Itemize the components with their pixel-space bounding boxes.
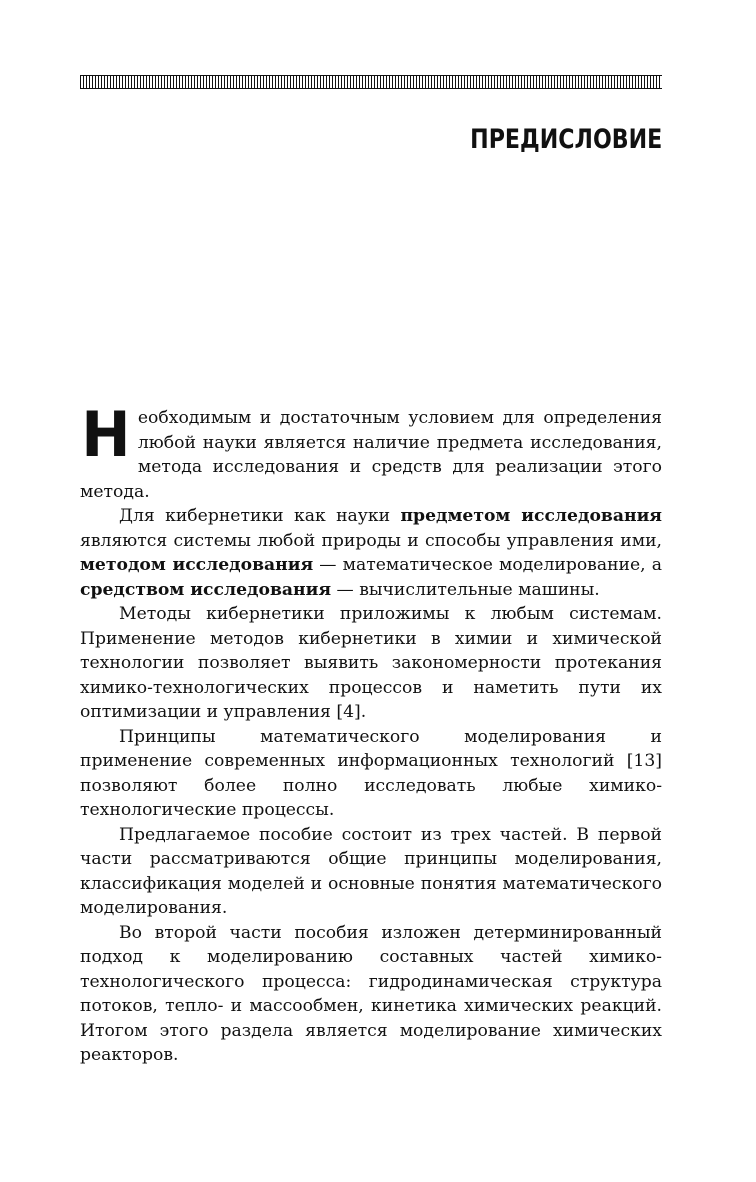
paragraph-6: Во второй части пособия изложен детерминированный подход к моделированию составных частей химико-технологического процесса: гидродинамическая структура потоков, тепло- и массообмен, кинетика химических реакций. Итогом этого раздела является моделирование химических реакторов. <box>80 922 662 1065</box>
drop-cap: Н <box>81 398 131 471</box>
paragraph-5: Предлагаемое пособие состоит из трех частей. В первой части рассматриваются общие принципы моделирования, классификация моделей и основные понятия математического моделирования. <box>80 824 662 918</box>
paragraph-1 <box>80 398 662 504</box>
preface-body <box>80 398 663 1068</box>
paragraph-2-text: — вычислительные машины. <box>331 579 600 600</box>
page-title: ПРЕДИСЛОВИЕ <box>469 124 662 155</box>
paragraph-3: Методы кибернетики приложимы к любым системам. Применение методов кибернетики в химии и химической технологии позволяет выявить закономерности протекания химико-технологических процессов и наметить пути их оптимизации и управления [4]. <box>80 604 662 722</box>
paragraph-2-text: являются системы любой природы и способы управления ими, <box>80 530 662 551</box>
paragraph-4: Принципы математического моделирования и применение современных информационных технологий [13] позволяют более полно исследовать любые химико-технологические процессы. <box>80 726 662 820</box>
bold-term-subject: предметом исследования <box>400 506 663 526</box>
paragraph-1-text: еобходимым и достаточным условием для определения любой науки является наличие предмета исследования, метода исследования и средств для реализации этого метода. <box>80 408 662 502</box>
paragraph-2-text: — математическое моделирование, а <box>313 555 662 575</box>
bold-term-method: методом исследования <box>80 555 314 575</box>
paragraph-2-text: Для кибернетики как науки <box>119 506 401 526</box>
decorative-header-rule <box>80 75 662 89</box>
paragraph-2 <box>80 504 662 602</box>
bold-term-means: средством исследования <box>80 579 332 600</box>
